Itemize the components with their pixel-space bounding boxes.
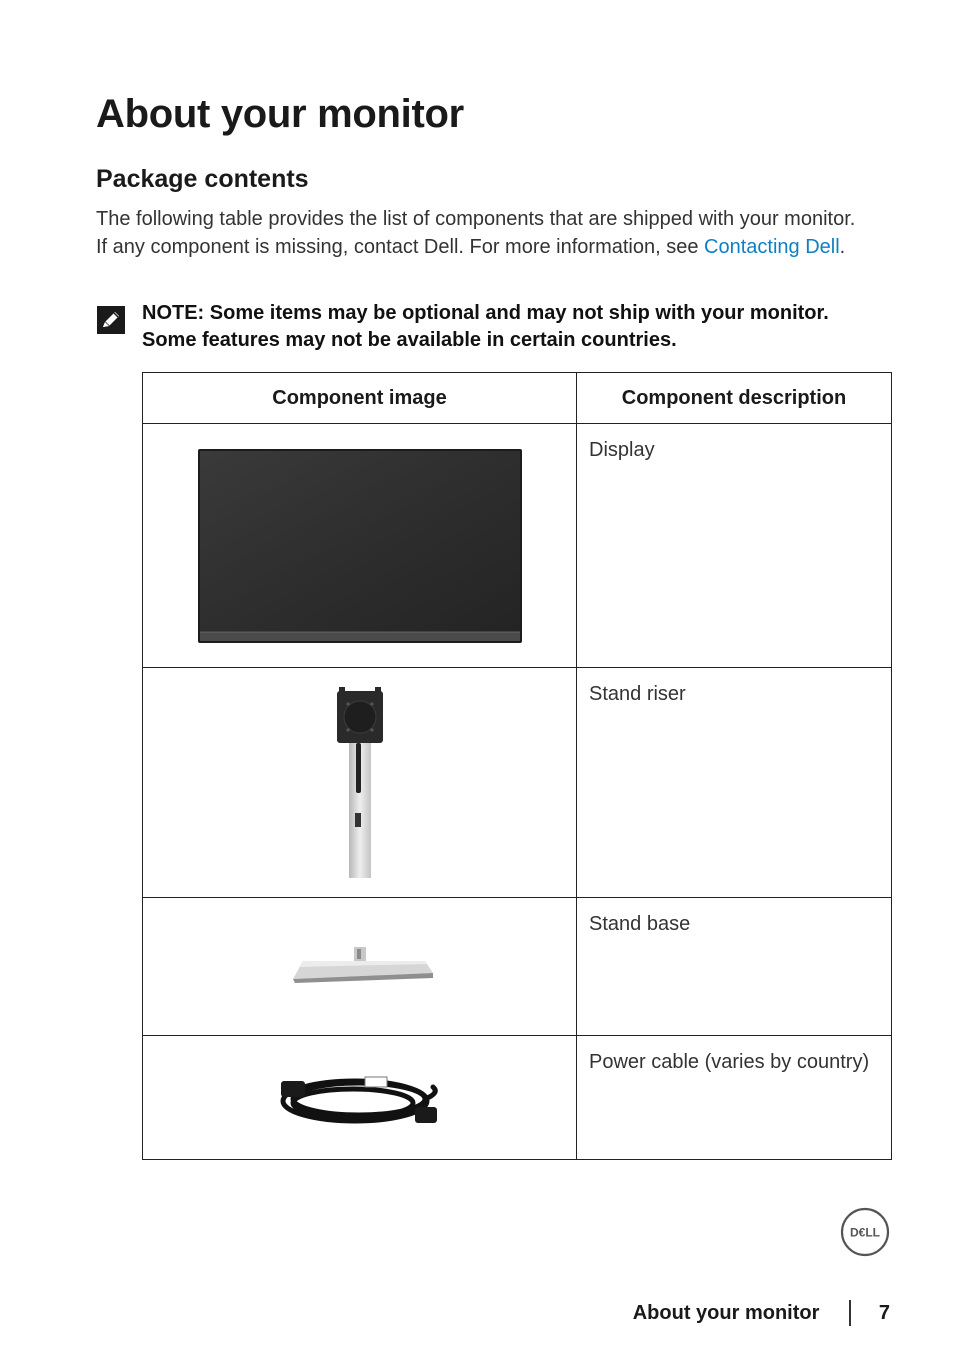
note-text: NOTE: Some items may be optional and may not ship with your monitor. Some features may not be available in certain countries. <box>142 302 829 351</box>
page-footer <box>633 1300 890 1326</box>
intro-end: . <box>839 236 846 258</box>
table-row <box>143 898 892 1036</box>
page-number: 7 <box>878 1301 890 1324</box>
header-component-image: Component image <box>143 373 577 424</box>
note-pencil-icon <box>97 306 125 334</box>
stand-riser-image <box>325 685 395 881</box>
intro-text: The following table provides the list of components that are shipped with your monitor. If any component is missing, contact Dell. For more information, see <box>96 208 856 258</box>
footer-label: About your monitor <box>632 1301 820 1324</box>
stand-base-image <box>285 945 435 989</box>
package-contents-table <box>142 372 892 1160</box>
intro-paragraph <box>96 205 866 261</box>
table-header-row <box>143 373 892 424</box>
page-title: About your monitor <box>96 92 464 136</box>
component-description-cell: Stand riser <box>577 668 892 898</box>
component-description-cell: Stand base <box>577 898 892 1036</box>
table-row <box>143 424 892 668</box>
component-image-cell <box>143 424 577 668</box>
footer-divider <box>849 1300 851 1326</box>
svg-text:D€LL: D€LL <box>850 1225 880 1240</box>
table-row <box>143 1036 892 1160</box>
table-row <box>143 668 892 898</box>
component-description-cell: Display <box>577 424 892 668</box>
header-component-description: Component description <box>577 373 892 424</box>
display-image <box>195 446 525 646</box>
dell-logo <box>840 1207 890 1257</box>
contacting-dell-link[interactable]: Contacting Dell <box>704 236 840 258</box>
component-image-cell <box>143 898 577 1036</box>
section-title: Package contents <box>96 165 309 193</box>
component-description-cell: Power cable (varies by country) <box>577 1036 892 1160</box>
component-image-cell <box>143 668 577 898</box>
power-cable-image <box>275 1063 445 1133</box>
component-image-cell <box>143 1036 577 1160</box>
